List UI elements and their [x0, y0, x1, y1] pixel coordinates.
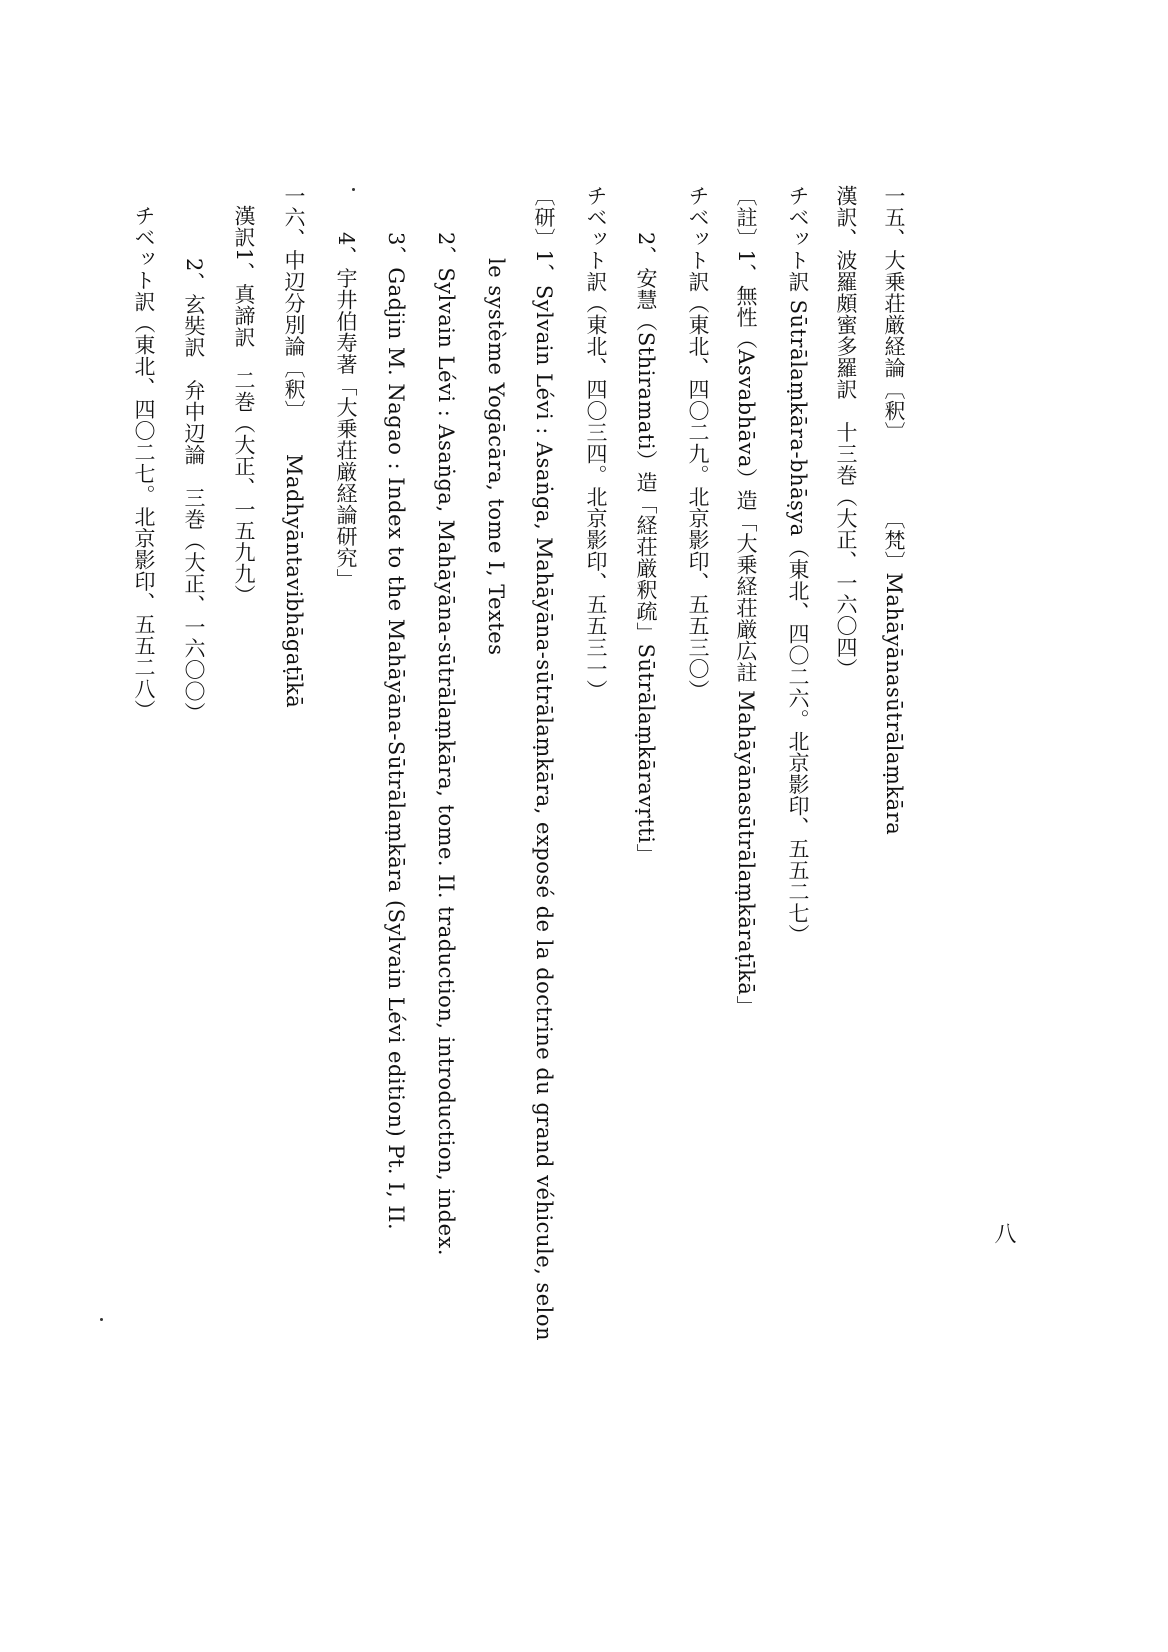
entry-15-tibetan-translation: チベット訳 Sūtrālaṃkāra-bhāṣya（東北、四〇二六。北京影印、五五二七）: [786, 185, 810, 946]
entry-15-note-2-tibetan: チベット訳（東北、四〇三四。北京影印、五五三一）: [584, 185, 608, 701]
entry-15-note-1-tibetan: チベット訳（東北、四〇二九。北京影印、五五三〇）: [686, 185, 710, 701]
entry-15-research-3: 3、Gadjin M. Nagao : Index to the Mahāyāna-Sūtrālaṃkāra (Sylvain Lévi edition) Pt. I, II.: [384, 232, 408, 1231]
entry-15-note-1: 〔註〕1、無性（Asvabhāva）造「大乗経荘厳広註 Mahāyānasūtrālaṃkāraṭīkā」: [734, 185, 758, 1017]
entry-15-research-1: 〔研〕1、Sylvain Lévi : Asaṅga, Mahāyāna-sūtrālaṃkāra, exposé de la doctrine du grand véhicule, selon: [532, 185, 556, 1342]
entry-15-research-4: 4、宇井伯寿著「大乗荘厳経論研究」: [334, 232, 358, 590]
entry-15-chinese-translation: 漢訳、波羅頗蜜多羅訳 十三巻（大正、一六〇四）: [834, 185, 858, 680]
entry-16-title: 一六、中辺分別論〔釈〕 Madhyāntavibhāgaṭīkā: [282, 185, 306, 709]
entry-15-title: 一五、大乗荘厳経論〔釈〕 〔梵〕Mahāyānasūtrālaṃkāra: [882, 185, 906, 836]
entry-15-note-2: 2、安慧（Sthiramati）造「経荘厳釈疏」Sūtrālaṃkāravṛtti」: [634, 232, 658, 865]
page-number: 八: [991, 1222, 1016, 1244]
entry-15-research-1-cont: le système Yogācāra, tome I, Textes: [484, 258, 508, 656]
entry-16-tibetan-translation: チベット訳（東北、四〇二七。北京影印、五五二八）: [132, 205, 156, 721]
entry-16-chinese-translation-2: 2、玄奘訳 弁中辺論 三巻（大正、一六〇〇）: [182, 258, 206, 724]
entry-16-chinese-translation-1: 漢訳1、真諦訳 二巻（大正、一五九九）: [232, 205, 256, 606]
scan-speck: [352, 188, 355, 191]
entry-15-research-2: 2、Sylvain Lévi : Asaṅga, Mahāyāna-sūtrālaṃkāra, tome. II. traduction, introduction, index.: [434, 232, 458, 1257]
scan-speck: [100, 1318, 103, 1321]
